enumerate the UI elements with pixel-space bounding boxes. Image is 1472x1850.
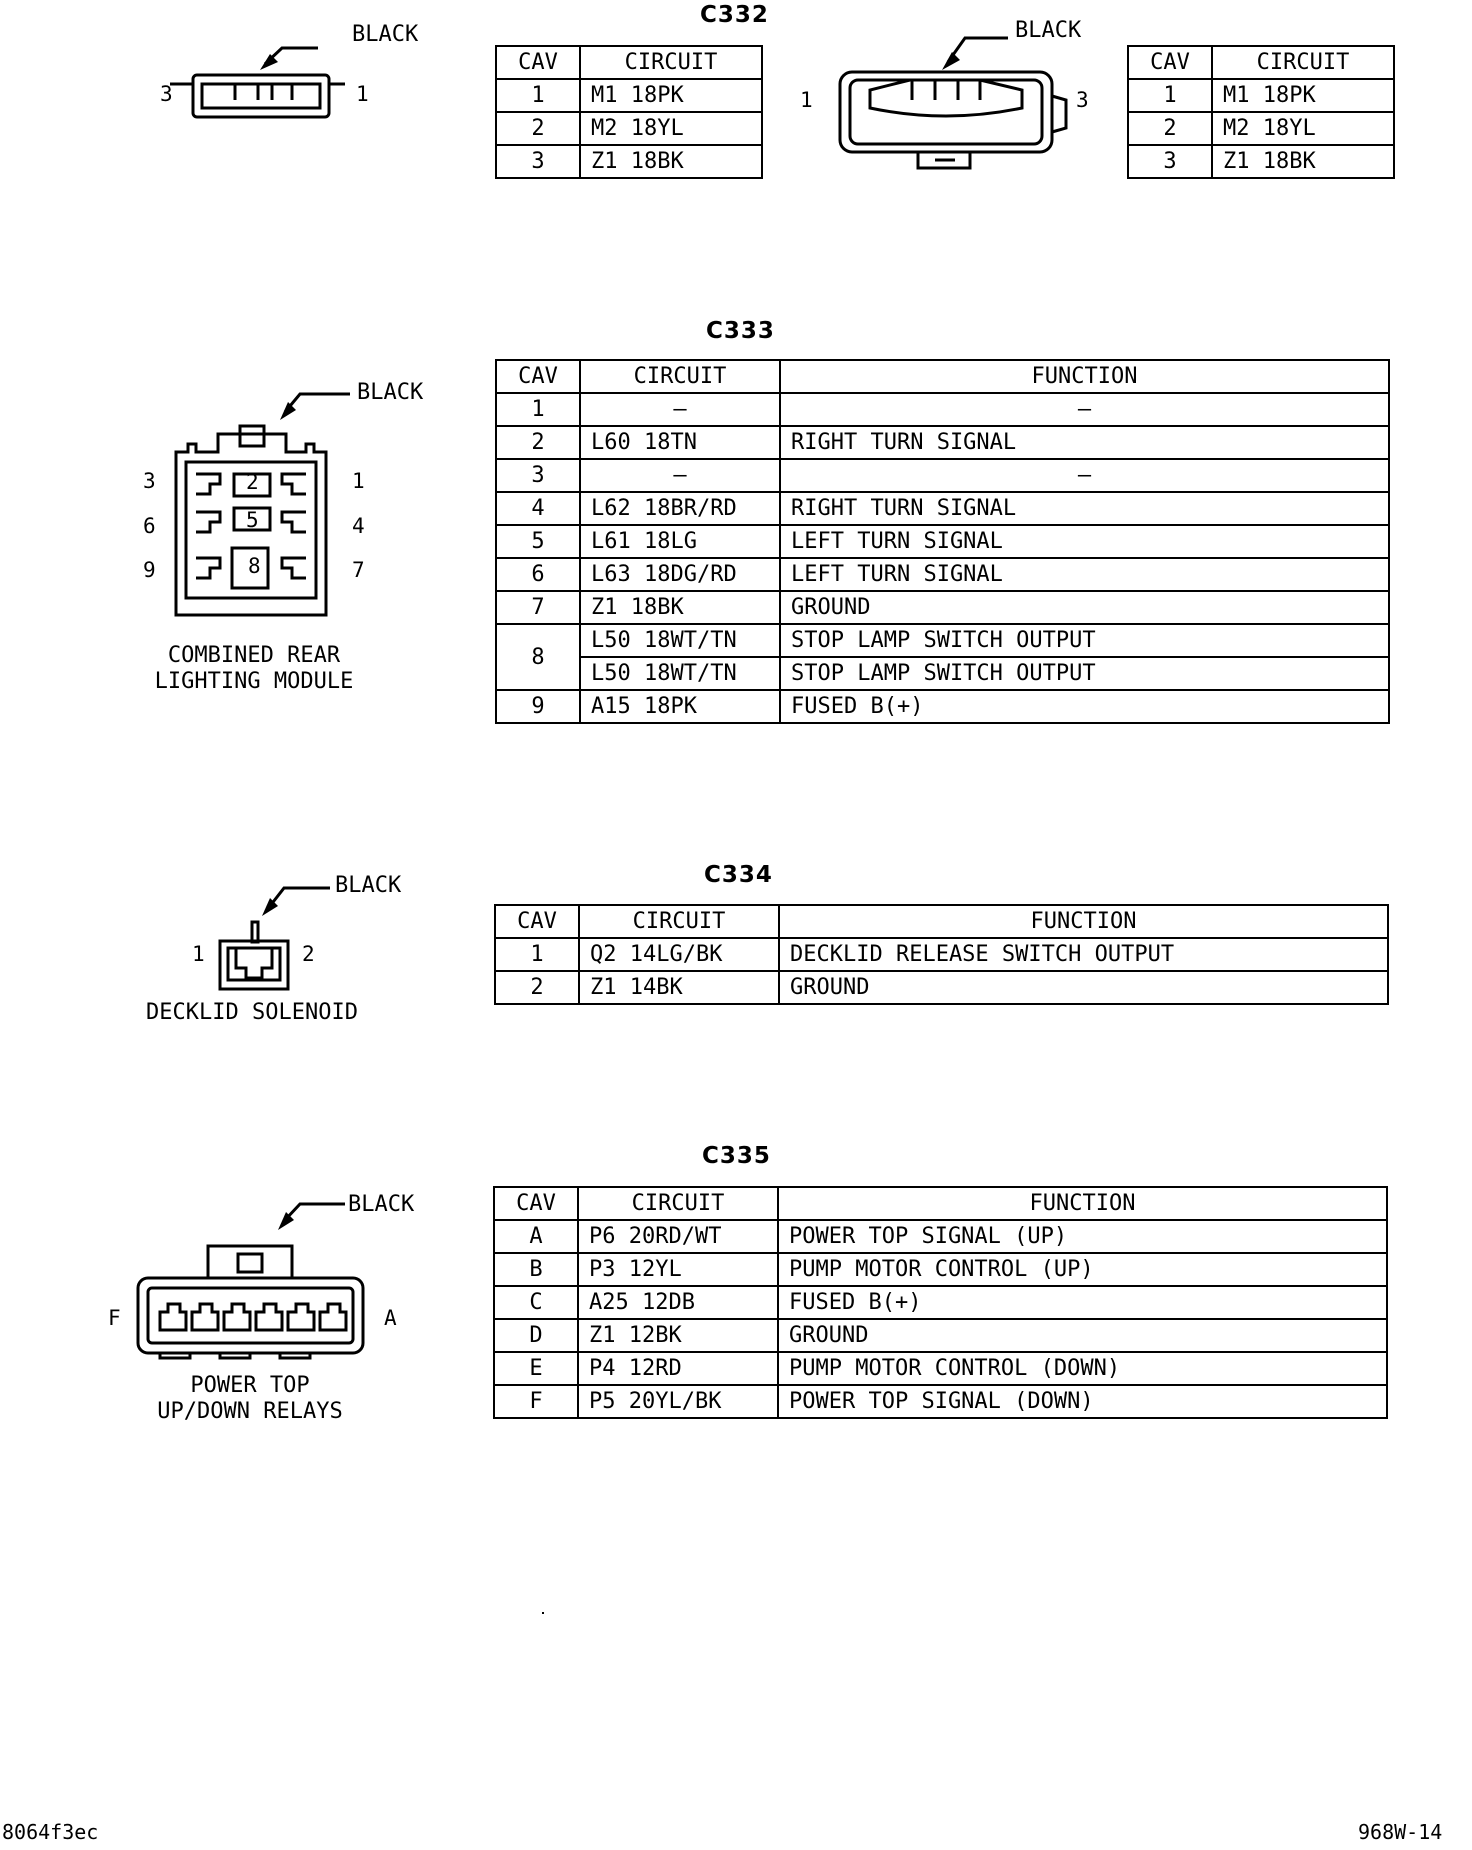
circuit-cell: Z1 12BK — [578, 1319, 778, 1352]
c334-pin-right: 2 — [302, 942, 315, 966]
c333-pin-4: 4 — [352, 514, 365, 538]
circuit-cell: Z1 14BK — [579, 971, 779, 1004]
c333-connector-name — [136, 643, 372, 695]
function-cell: LEFT TURN SIGNAL — [780, 558, 1389, 591]
circuit-cell: Z1 18BK — [580, 591, 780, 624]
c335-title: C335 — [702, 1143, 771, 1169]
circuit-cell: Z1 18BK — [580, 145, 762, 178]
table-row — [496, 492, 1389, 525]
c332-left-color-label: BLACK — [352, 22, 419, 47]
c335-table — [493, 1186, 1388, 1419]
c333-pin-3: 3 — [143, 469, 156, 493]
cav-cell: 1 — [496, 393, 580, 426]
cav-cell: 9 — [496, 690, 580, 723]
cav-cell: 2 — [496, 112, 580, 145]
function-cell: GROUND — [778, 1319, 1387, 1352]
circuit-cell: L50 18WT/TN — [580, 657, 780, 690]
function-cell: GROUND — [779, 971, 1388, 1004]
c332-title: C332 — [700, 2, 769, 28]
table-header-row — [1128, 46, 1394, 79]
table-row — [495, 938, 1388, 971]
function-cell: LEFT TURN SIGNAL — [780, 525, 1389, 558]
table-row — [496, 426, 1389, 459]
table-row — [494, 1286, 1387, 1319]
function-cell: POWER TOP SIGNAL (DOWN) — [778, 1385, 1387, 1418]
footer-right-code: 968W-14 — [1358, 1820, 1443, 1844]
circuit-cell: A25 12DB — [578, 1286, 778, 1319]
table-row — [494, 1253, 1387, 1286]
c333-color-label: BLACK — [357, 380, 424, 405]
cav-cell: A — [494, 1220, 578, 1253]
table-row — [494, 1352, 1387, 1385]
circuit-cell: L62 18BR/RD — [580, 492, 780, 525]
function-cell: – — [780, 393, 1389, 426]
cav-cell: 6 — [496, 558, 580, 591]
cav-cell: 1 — [1128, 79, 1212, 112]
table-row — [496, 459, 1389, 492]
c333-pin-1: 1 — [352, 469, 365, 493]
cav-header: CAV — [1128, 46, 1212, 79]
cav-cell: 8 — [496, 624, 580, 690]
circuit-cell: – — [580, 393, 780, 426]
c333-pin-9: 9 — [143, 558, 156, 582]
circuit-cell: M2 18YL — [580, 112, 762, 145]
cav-header: CAV — [496, 46, 580, 79]
c333-pin-8: 8 — [248, 554, 261, 578]
cav-header: CAV — [495, 905, 579, 938]
c335-pin-left: F — [108, 1306, 121, 1330]
circuit-header: CIRCUIT — [579, 905, 779, 938]
cav-cell: 4 — [496, 492, 580, 525]
circuit-cell: – — [580, 459, 780, 492]
function-cell: FUSED B(+) — [780, 690, 1389, 723]
table-row — [496, 525, 1389, 558]
cav-cell: C — [494, 1286, 578, 1319]
function-cell: DECKLID RELEASE SWITCH OUTPUT — [779, 938, 1388, 971]
c333-pin-6: 6 — [143, 514, 156, 538]
cav-cell: 2 — [1128, 112, 1212, 145]
table-row — [496, 591, 1389, 624]
c335-connector-name-line2: UP/DOWN RELAYS — [157, 1399, 343, 1424]
table-row — [1128, 112, 1394, 145]
circuit-cell: M1 18PK — [1212, 79, 1394, 112]
function-header: FUNCTION — [780, 360, 1389, 393]
c332-right-pin-right: 3 — [1076, 88, 1089, 112]
function-cell: STOP LAMP SWITCH OUTPUT — [780, 657, 1389, 690]
function-cell: RIGHT TURN SIGNAL — [780, 492, 1389, 525]
table-row — [494, 1220, 1387, 1253]
function-cell: RIGHT TURN SIGNAL — [780, 426, 1389, 459]
table-row — [495, 971, 1388, 1004]
c332-left-pin-right: 1 — [356, 82, 369, 106]
circuit-header: CIRCUIT — [1212, 46, 1394, 79]
cav-cell: 1 — [496, 79, 580, 112]
c335-connector-name — [130, 1373, 370, 1425]
circuit-header: CIRCUIT — [578, 1187, 778, 1220]
table-header-row — [494, 1187, 1387, 1220]
c333-table — [495, 359, 1390, 724]
cav-cell: 1 — [495, 938, 579, 971]
cav-header: CAV — [494, 1187, 578, 1220]
function-cell: STOP LAMP SWITCH OUTPUT — [780, 624, 1389, 657]
scan-speck — [542, 1612, 544, 1614]
c334-table — [494, 904, 1389, 1005]
c333-pin-7: 7 — [352, 558, 365, 582]
circuit-cell: L50 18WT/TN — [580, 624, 780, 657]
circuit-cell: Z1 18BK — [1212, 145, 1394, 178]
table-row — [496, 145, 762, 178]
table-row — [1128, 79, 1394, 112]
circuit-header: CIRCUIT — [580, 360, 780, 393]
cav-header: CAV — [496, 360, 580, 393]
function-cell: FUSED B(+) — [778, 1286, 1387, 1319]
circuit-cell: P3 12YL — [578, 1253, 778, 1286]
function-header: FUNCTION — [778, 1187, 1387, 1220]
table-header-row — [495, 905, 1388, 938]
cav-cell: D — [494, 1319, 578, 1352]
c332-right-color-label: BLACK — [1015, 18, 1082, 43]
table-row — [496, 657, 1389, 690]
c333-connector-name-line2: LIGHTING MODULE — [154, 669, 354, 694]
cav-cell: 3 — [496, 145, 580, 178]
c334-title: C334 — [704, 862, 773, 888]
circuit-cell: L60 18TN — [580, 426, 780, 459]
table-row — [1128, 145, 1394, 178]
cav-cell: 7 — [496, 591, 580, 624]
c335-connector-drawing — [0, 0, 1, 1]
c332-right-table — [1127, 45, 1395, 179]
circuit-cell: L61 18LG — [580, 525, 780, 558]
circuit-cell: P5 20YL/BK — [578, 1385, 778, 1418]
c334-connector-name: DECKLID SOLENOID — [146, 1000, 358, 1025]
cav-cell: 3 — [496, 459, 580, 492]
cav-cell: E — [494, 1352, 578, 1385]
function-cell: POWER TOP SIGNAL (UP) — [778, 1220, 1387, 1253]
function-header: FUNCTION — [779, 905, 1388, 938]
circuit-cell: A15 18PK — [580, 690, 780, 723]
c333-pin-2: 2 — [246, 470, 259, 494]
table-row — [494, 1385, 1387, 1418]
function-cell: – — [780, 459, 1389, 492]
c332-left-table — [495, 45, 763, 179]
cav-cell: 2 — [496, 426, 580, 459]
circuit-cell: M1 18PK — [580, 79, 762, 112]
table-header-row — [496, 46, 762, 79]
c334-pin-left: 1 — [192, 942, 205, 966]
function-cell: PUMP MOTOR CONTROL (UP) — [778, 1253, 1387, 1286]
c335-color-label: BLACK — [348, 1192, 415, 1217]
cav-cell: 5 — [496, 525, 580, 558]
circuit-cell: P6 20RD/WT — [578, 1220, 778, 1253]
circuit-header: CIRCUIT — [580, 46, 762, 79]
function-cell: GROUND — [780, 591, 1389, 624]
circuit-cell: Q2 14LG/BK — [579, 938, 779, 971]
c333-connector-name-line1: COMBINED REAR — [167, 643, 341, 668]
circuit-cell: L63 18DG/RD — [580, 558, 780, 591]
footer-left-code: 8064f3ec — [2, 1820, 99, 1844]
cav-cell: B — [494, 1253, 578, 1286]
cav-cell: 2 — [495, 971, 579, 1004]
table-row — [496, 624, 1389, 657]
circuit-cell: M2 18YL — [1212, 112, 1394, 145]
table-row — [496, 558, 1389, 591]
cav-cell: F — [494, 1385, 578, 1418]
c332-right-pin-left: 1 — [800, 88, 813, 112]
table-row — [496, 79, 762, 112]
table-row — [496, 393, 1389, 426]
c335-pin-right: A — [384, 1306, 397, 1330]
cav-cell: 3 — [1128, 145, 1212, 178]
table-header-row — [496, 360, 1389, 393]
function-cell: PUMP MOTOR CONTROL (DOWN) — [778, 1352, 1387, 1385]
table-row — [494, 1319, 1387, 1352]
c332-left-pin-left: 3 — [160, 82, 173, 106]
table-row — [496, 690, 1389, 723]
table-row — [496, 112, 762, 145]
c333-pin-5: 5 — [246, 508, 259, 532]
c333-title: C333 — [706, 318, 775, 344]
circuit-cell: P4 12RD — [578, 1352, 778, 1385]
c335-connector-name-line1: POWER TOP — [190, 1373, 310, 1398]
c334-color-label: BLACK — [335, 873, 402, 898]
